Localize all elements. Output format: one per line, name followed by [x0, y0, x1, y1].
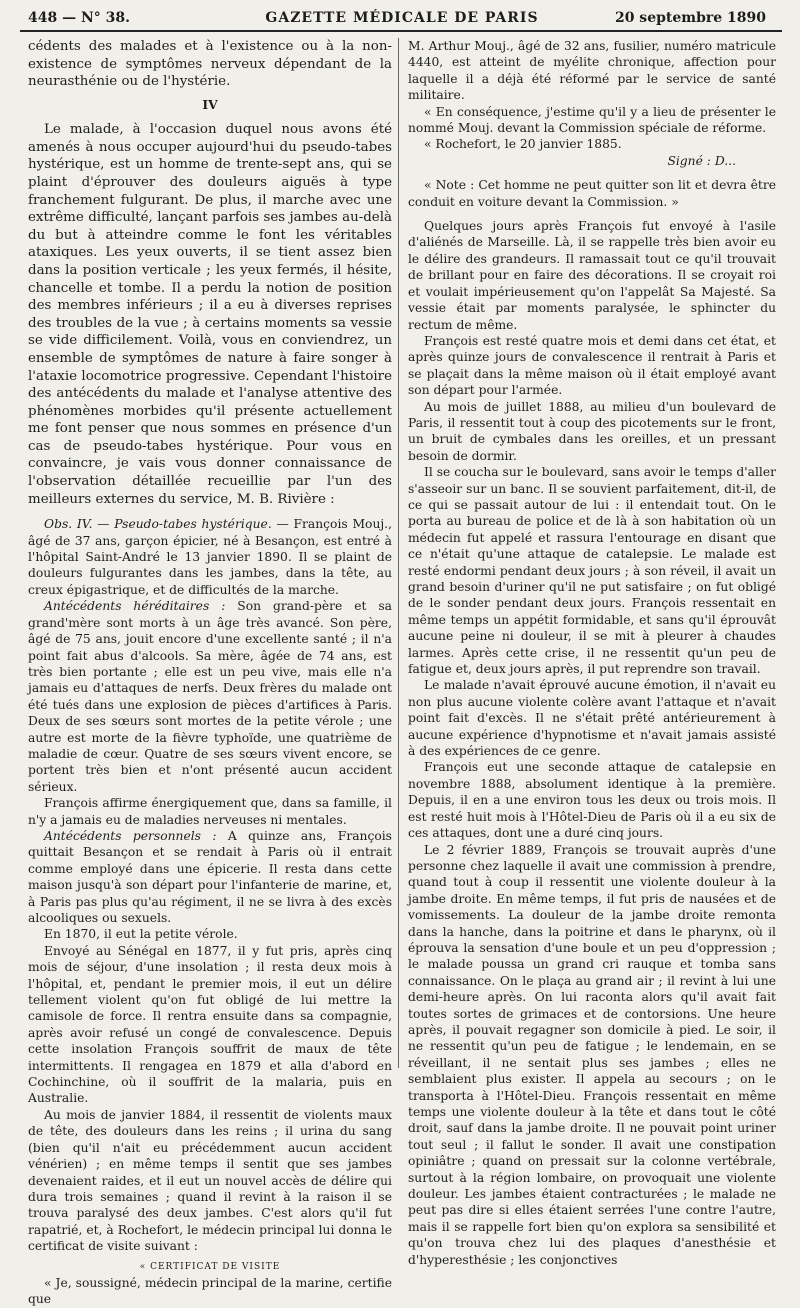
hereditary-text: Son grand-père et sa grand'mère sont morts à un âge très avancé. Son père, âgé de 75 ans, jouit encore d'une excellente santé ; il n'a point fait abus d'alcools. Sa mère, âgée de 74 ans, est très bien portante ; elle est un peu vive, mais elle n'a jamais eu d'attaques de nerfs. Deux frères du malade ont été tués dans une explosion de pièces d'artifices à Paris. Deux de ses sœurs sont mortes de la petite vérole ; une autre est morte de la fièvre typhoïde, une quatrième de maladie de cœur. Quatre de ses sœurs vivent encore, se portent très bien et n'ont présenté aucun accident sérieux. [28, 599, 393, 794]
header-rule [20, 30, 782, 32]
page-number: 448 — N° 38. [28, 10, 130, 26]
paragraph: Le malade, à l'occasion duquel nous avons été amenés à nous occuper aujourd'hui du pseudo-tabes hystérique, est un homme de trente-sept ans, qui se plaint d'éprouver des douleurs aiguës à type franchement fulgurant. De plus, il marche avec une extrême difficulté, lançant parfois ses jambes au-delà du but à atteindre comme le font les véritables ataxiques. Les yeux ouverts, il se tient assez bien dans la position verticale ; les yeux fermés, il hésite, chancelle et tombe. Il a perdu la notion de position des membres inférieurs ; il a eu à diverses reprises des troubles de la vue ; à certains moments sa vessie se vide difficilement. Voilà, vous en conviendrez, un ensemble de symptômes de nature à faire songer à l'ataxie locomotrice progressive. Cependant l'histoire des antécédents du malade et l'analyse attentive des phénomènes morbides qu'il présente actuellement me font penser que nous sommes en présence d'un cas de pseudo-tabes hystérique. Pour vous en convaincre, je vais vous donner connaissance de l'observation détaillée recueillie par l'un des meilleurs externes du service, M. B. Rivière : [28, 122, 392, 507]
paragraph: François est resté quatre mois et demi dans cet état, et après quinze jours de convalescence il rentrait à Paris et se plaçait dans la même maison où il était employé avant son départ pour l'armée. [408, 333, 776, 398]
right-column [408, 38, 776, 1267]
paragraph: cédents des malades et à l'existence ou à la non-existence de symptômes nerveux dépendant de la neurasthénie ou de l'hystérie. [28, 39, 392, 90]
paragraph: « En conséquence, j'estime qu'il y a lieu de présenter le nommé Mouj. devant la Commission spéciale de réforme. [408, 104, 776, 136]
signature: Signé : D... [667, 153, 736, 168]
paragraph: Le malade n'avait éprouvé aucune émotion, il n'avait eu non plus aucune violente colère avant l'attaque et n'avait point fait d'excès. Il ne s'était prêté antérieurement à aucune expérience d'hypnotisme et n'avait jamais assisté à des expériences de ce genre. [408, 678, 776, 759]
observation-paragraph [28, 516, 392, 598]
personal-heading: Antécédents personnels : [44, 828, 217, 843]
paragraph: Le 2 février 1889, François se trouvait auprès d'une personne chez laquelle il avait une commission à prendre, quand tout à coup il ressentit une violente douleur à la jambe droite. En même temps, il fut pris de nausées et de vomissements. La douleur de la jambe droite remonta dans la hanche, dans la poitrine et dans le pharynx, où il éprouva la sensation d'une boule et un peu d'oppression ; le malade poussa un grand cri rauque et tomba sans connaissance. On le plaça au grand air ; il revint à lui une demi-heure après. On lui raconta alors qu'il avait fait toutes sortes de grimaces et de contorsions. Une heure après, il pouvait regagner son domicile à pied. Le soir, il ne ressentit qu'un peu de fatigue ; le lendemain, en se réveillant, il ne sentait plus ses jambes ; elles ne semblaient plus exister. Il appela au secours ; on le transporta à l'Hôtel-Dieu. François ressentait en même temps une violente douleur à la tête et dans tout le côté droit, sauf dans la jambe droite. Il ne pouvait point uriner tout seul ; il fallut le sonder. Il avait une constipation opiniâtre ; quand on pressait sur la colonne vertébrale, surtout à la région lombaire, on provoquait une violente douleur. Les jambes étaient contracturées ; le malade ne peut pas dire si elles étaient serrées l'une contre l'autre, mais il se rappelle fort bien qu'on explora sa sensibilité et qu'on trouva chez lui des plaques d'anesthésie et d'hyperesthésie ; les conjonctives [408, 842, 776, 1267]
personal-paragraph [28, 828, 392, 926]
paragraph: « Je, soussigné, médecin principal de la marine, certifie que [28, 1275, 392, 1307]
observation-heading: Obs. IV. — Pseudo-tabes hystérique. [44, 517, 272, 532]
paragraph: Au mois de janvier 1884, il ressentit de violents maux de tête, des douleurs dans les reins ; il urina du sang (bien qu'il n'ait eu précédemment aucun accident vénérien) ; en même temps il sentit que ses jambes devenaient raides, et il eut un nouvel accès de délire qui dura trois semaines ; quand il revint à la raison il se trouva paralysé des deux jambes. C'est alors qu'il fut rapatrié, et, à Rochefort, le médecin principal lui donna le certificat de visite suivant : [28, 1107, 392, 1254]
hereditary-heading: Antécédents héréditaires : [44, 599, 226, 614]
paragraph: François affirme énergiquement que, dans sa famille, il n'y a jamais eu de maladies nerveuses ni mentales. [28, 796, 392, 827]
hereditary-paragraph [28, 598, 392, 795]
paragraph: Envoyé au Sénégal en 1877, il y fut pris, après cinq mois de séjour, d'une insolation ; il resta deux mois à l'hôpital, et, pendant le premier mois, il eut un délire tellement violent qu'on fut obligé de lui mettre la camisole de force. Il rentra ensuite dans sa compagnie, après avoir refusé un congé de convalescence. Depuis cette insolation François souffrit de maux de tête intermittents. Il rengagea en 1879 et alla d'abord en Cochinchine, où il souffrit de la malaria, puis en Australie. [28, 943, 392, 1106]
paragraph: François eut une seconde attaque de catalepsie en novembre 1888, absolument identique à la première. Depuis, il en a une environ tous les deux ou trois mois. Il est resté huit mois à l'Hôtel-Dieu de Paris où il a eu six de ces attaques, dont une a duré cinq jours. [408, 760, 776, 841]
journal-title: GAZETTE MÉDICALE DE PARIS [265, 10, 539, 26]
left-column [28, 38, 393, 1307]
observation-text: — François Mouj., âgé de 37 ans, garçon épicier, né à Besançon, est entré à l'hôpital Saint-André le 13 janvier 1890. Il se plaint de douleurs fulgurantes dans les jambes, dans la tête, au creux épigastrique, et de difficultés de la marche. [28, 517, 392, 597]
paragraph: En 1870, il eut la petite vérole. [44, 927, 238, 942]
column-divider [398, 38, 399, 1068]
page-header [22, 6, 782, 30]
paragraph: Il se coucha sur le boulevard, sans avoir le temps d'aller s'asseoir sur un banc. Il se souvient parfaitement, dit-il, de ce qui se passait autour de lui : il entendait tout. On le porta au bureau de police et de là à son habitation où un médecin fut appelé et rassura l'entourage en disant que ce n'était qu'une attaque de catalepsie. Le malade est resté endormi pendant deux jours ; à son réveil, il avait un grand besoin d'uriner qu'il ne put satisfaire ; on fut obligé de le sonder pendant deux jours. François ressentait en même temps un appétit formidable, et sans qu'il éprouvât aucune peine ni douleur, il se mit à pleurer à chaudes larmes. Après cette crise, il ne ressentit qu'un peu de fatigue et, deux jours après, il put reprendre son travail. [408, 465, 776, 677]
personal-text: A quinze ans, François quittait Besançon et se rendait à Paris où il entrait comme employé dans une épicerie. Il resta dans cette maison jusqu'à son départ pour l'infanterie de marine, et, à Paris pas plus qu'au régiment, il ne se livra à des excès alcooliques ou sexuels. [28, 828, 392, 925]
paragraph: Quelques jours après François fut envoyé à l'asile d'aliénés de Marseille. Là, il se rappelle très bien avoir eu le délire des grandeurs. Il ramassait tout ce qu'il trouvait de brillant pour en faire des décorations. Il se croyait roi et voulait impérieusement qu'on l'appelât Sa Majesté. Sa vessie était par moments paralysée, le sphincter du rectum de même. [408, 219, 776, 332]
note-paragraph: « Note : Cet homme ne peut quitter son lit et devra être conduit en voiture devant la Commission. » [408, 178, 776, 209]
paragraph: M. Arthur Mouj., âgé de 32 ans, fusilier, numéro matricule 4440, est atteint de myélite chronique, affection pour laquelle il a déjà été réformé par le service de santé militaire. [408, 39, 776, 103]
paragraph: « Rochefort, le 20 janvier 1885. [424, 137, 622, 152]
paragraph: Au mois de juillet 1888, au milieu d'un boulevard de Paris, il ressentit tout à coup des picotements sur le front, un bruit de cymbales dans les oreilles, et un pressant besoin de dormir. [408, 399, 776, 463]
issue-date: 20 septembre 1890 [614, 10, 766, 26]
certificate-title: « CERTIFICAT DE VISITE [139, 1261, 281, 1272]
section-heading: IV [202, 96, 218, 112]
